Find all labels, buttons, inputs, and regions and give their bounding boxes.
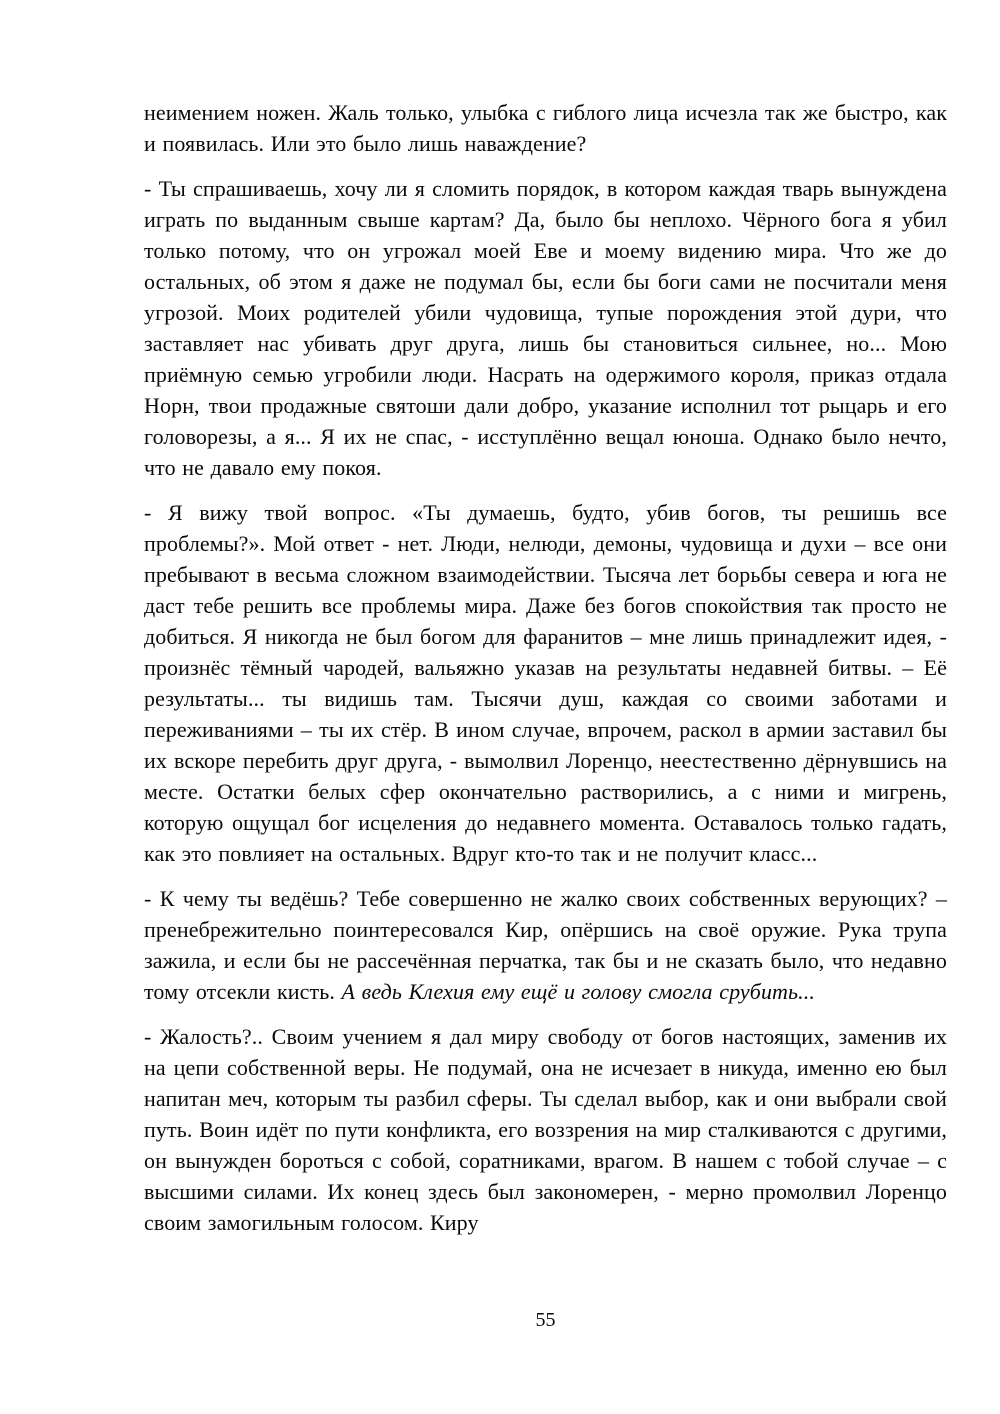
paragraph — [144, 497, 947, 869]
page-text — [144, 97, 947, 1238]
paragraph — [144, 97, 947, 159]
paragraph-text: неимением ножен. Жаль только, улыбка с гиблого лица исчезла так же быстро, как и появилась. Или это было лишь наваждение? — [144, 100, 947, 156]
paragraph-text: - К чему ты ведёшь? Тебе совершенно не жалко своих собственных верующих? – пренебрежительно поинтересовался Кир, опёршись на своё оружие. Рука трупа зажила, и если бы не рассечённая перчатка, так бы и не сказать было, что недавно тому отсекли кисть. — [144, 886, 947, 1004]
paragraph-text: - Ты спрашиваешь, хочу ли я сломить порядок, в котором каждая тварь вынуждена играть по выданным свыше картам? Да, было бы неплохо. Чёрного бога я убил только потому, что он угрожал моей Еве и моему видению мира. Что же до остальных, об этом я даже не подумал бы, если бы боги сами не посчитали меня угрозой. Моих родителей убили чудовища, тупые порождения этой дури, что заставляет нас убивать друг друга, лишь бы становиться сильнее, но... Мою приёмную семью угробили люди. Насрать на одержимого короля, приказ отдала Норн, твои продажные святоши дали добро, указание исполнил тот рыцарь и его головорезы, а я... Я их не спас, - исступлённо вещал юноша. Однако было нечто, что не давало ему покоя. — [144, 176, 947, 480]
paragraph-text: - Жалость?.. Своим учением я дал миру свободу от богов настоящих, заменив их на цепи собственной веры. Не подумай, она не исчезает в никуда, именно ею был напитан меч, которым ты разбил сферы. Ты сделал выбор, как и они выбрали свой путь. Воин идёт по пути конфликта, его воззрения на мир сталкиваются с другими, он вынужден бороться с собой, соратниками, врагом. В нашем с тобой случае – с высшими силами. Их конец здесь был закономерен, - мерно промолвил Лоренцо своим замогильным голосом. Киру — [144, 1024, 947, 1235]
paragraph-text-italic: А ведь Клехия ему ещё и голову смогла срубить... — [341, 979, 815, 1004]
paragraph — [144, 1021, 947, 1238]
page-number: 55 — [535, 1309, 556, 1331]
paragraph — [144, 173, 947, 483]
paragraph — [144, 883, 947, 1007]
paragraph-text: - Я вижу твой вопрос. «Ты думаешь, будто, убив богов, ты решишь все проблемы?». Мой ответ - нет. Люди, нелюди, демоны, чудовища и духи – все они пребывают в весьма сложном взаимодействии. Тысяча лет борьбы севера и юга не даст тебе решить все проблемы мира. Даже без богов спокойствия так просто не добиться. Я никогда не был богом для фаранитов – мне лишь принадлежит идея, - произнёс тёмный чародей, вальяжно указав на результаты недавней битвы. – Её результаты... ты видишь там. Тысячи душ, каждая со своими заботами и переживаниями – ты их стёр. В ином случае, впрочем, раскол в армии заставил бы их вскоре перебить друг друга, - вымолвил Лоренцо, неестественно дёрнувшись на месте. Остатки белых сфер окончательно растворились, а с ними и мигрень, которую ощущал бог исцеления до недавнего момента. Оставалось только гадать, как это повлияет на остальных. Вдруг кто-то так и не получит класс... — [144, 500, 947, 866]
